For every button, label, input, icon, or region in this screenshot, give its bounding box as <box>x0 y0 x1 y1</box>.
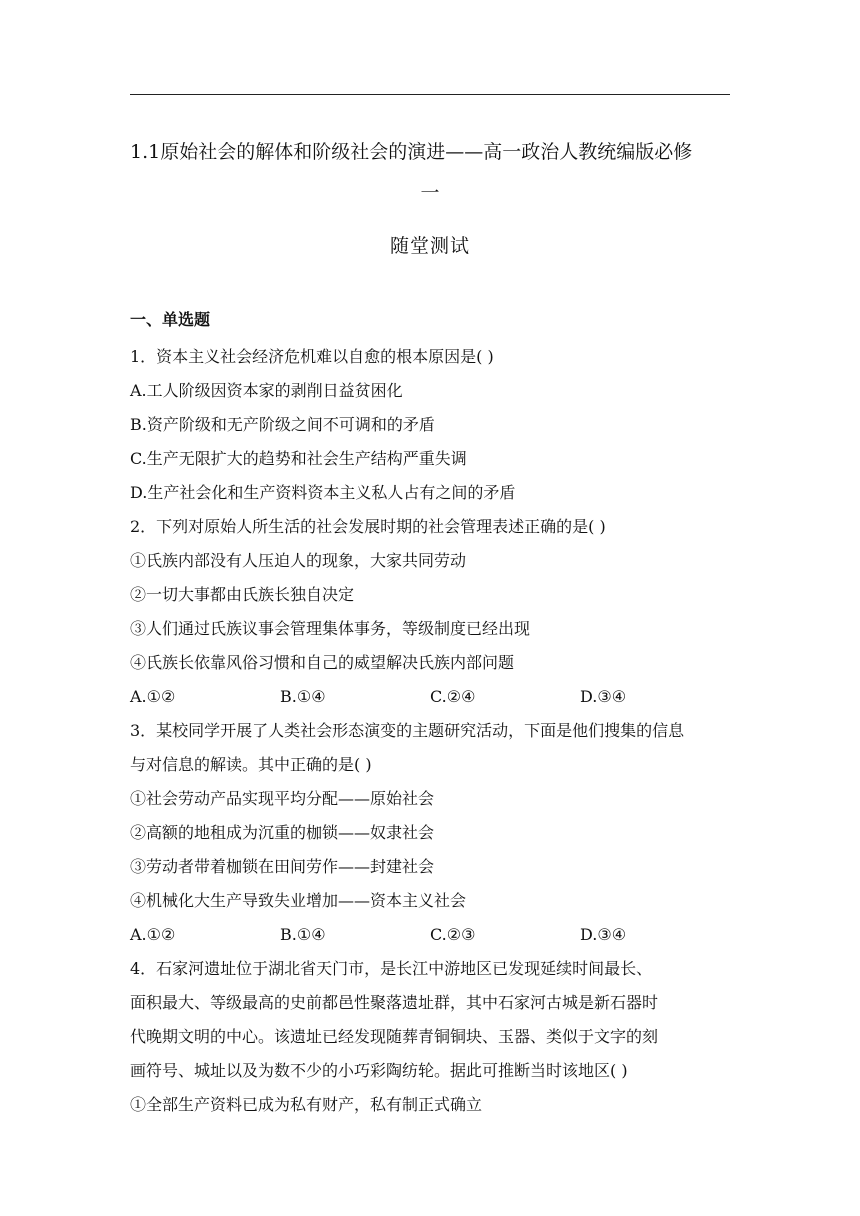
section-heading: 一、单选题 <box>130 310 211 329</box>
question-2-item-1: ①氏族内部没有人压迫人的现象，大家共同劳动 <box>130 551 467 570</box>
question-4-stem-line-2: 面积最大、等级最高的史前都邑性聚落遗址群，其中石家河古城是新石器时 <box>130 993 659 1012</box>
question-4-stem-line-4: 画符号、城址以及为数不少的小巧彩陶纺轮。据此可推断当时该地区( ) <box>130 1061 628 1080</box>
question-1-stem: 1．资本主义社会经济危机难以自愈的根本原因是( ) <box>130 347 494 366</box>
question-3-item-1: ①社会劳动产品实现平均分配——原始社会 <box>130 789 435 808</box>
question-4-stem-line-3: 代晚期文明的中心。该遗址已经发现随葬青铜铜块、玉器、类似于文字的刻 <box>130 1027 659 1046</box>
question-2-choice-d: D.③④ <box>580 687 627 706</box>
question-3-choice-b: B.①④ <box>280 925 326 944</box>
question-4-stem-line-1: 4．石家河遗址位于湖北省天门市，是长江中游地区已发现延续时间最长、 <box>130 959 653 978</box>
question-2-stem: 2．下列对原始人所生活的社会发展时期的社会管理表述正确的是( ) <box>130 517 606 536</box>
question-1-option-b: B.资产阶级和无产阶级之间不可调和的矛盾 <box>130 415 435 434</box>
question-1-option-d: D.生产社会化和生产资料资本主义私人占有之间的矛盾 <box>130 483 516 502</box>
question-2-choice-c: C.②④ <box>430 687 476 706</box>
header-rule <box>130 94 730 95</box>
question-3-item-3: ③劳动者带着枷锁在田间劳作——封建社会 <box>130 857 435 876</box>
document-title-continued: 一 <box>420 182 440 204</box>
question-3-stem-line-1: 3．某校同学开展了人类社会形态演变的主题研究活动，下面是他们搜集的信息 <box>130 721 685 740</box>
question-4-item-1: ①全部生产资料已成为私有财产，私有制正式确立 <box>130 1095 483 1114</box>
question-1-option-c: C.生产无限扩大的趋势和社会生产结构严重失调 <box>130 449 467 468</box>
question-2-choice-b: B.①④ <box>280 687 326 706</box>
question-3-stem-line-2: 与对信息的解读。其中正确的是( ) <box>130 755 372 774</box>
question-2-item-2: ②一切大事都由氏族长独自决定 <box>130 585 355 604</box>
question-2-item-4: ④氏族长依靠风俗习惯和自己的威望解决氏族内部问题 <box>130 653 515 672</box>
question-2-choice-a: A.①② <box>130 687 176 706</box>
question-3-choice-a: A.①② <box>130 925 176 944</box>
question-2-item-3: ③人们通过氏族议事会管理集体事务，等级制度已经出现 <box>130 619 531 638</box>
question-3-choice-c: C.②③ <box>430 925 476 944</box>
question-1-option-a: A.工人阶级因资本家的剥削日益贫困化 <box>130 381 403 400</box>
document-title: 1.1原始社会的解体和阶级社会的演进——高一政治人教统编版必修 <box>130 141 693 163</box>
document-subtitle: 随堂测试 <box>389 235 470 257</box>
question-3-item-2: ②高额的地租成为沉重的枷锁——奴隶社会 <box>130 823 435 842</box>
question-3-choice-d: D.③④ <box>580 925 627 944</box>
question-3-item-4: ④机械化大生产导致失业增加——资本主义社会 <box>130 891 467 910</box>
